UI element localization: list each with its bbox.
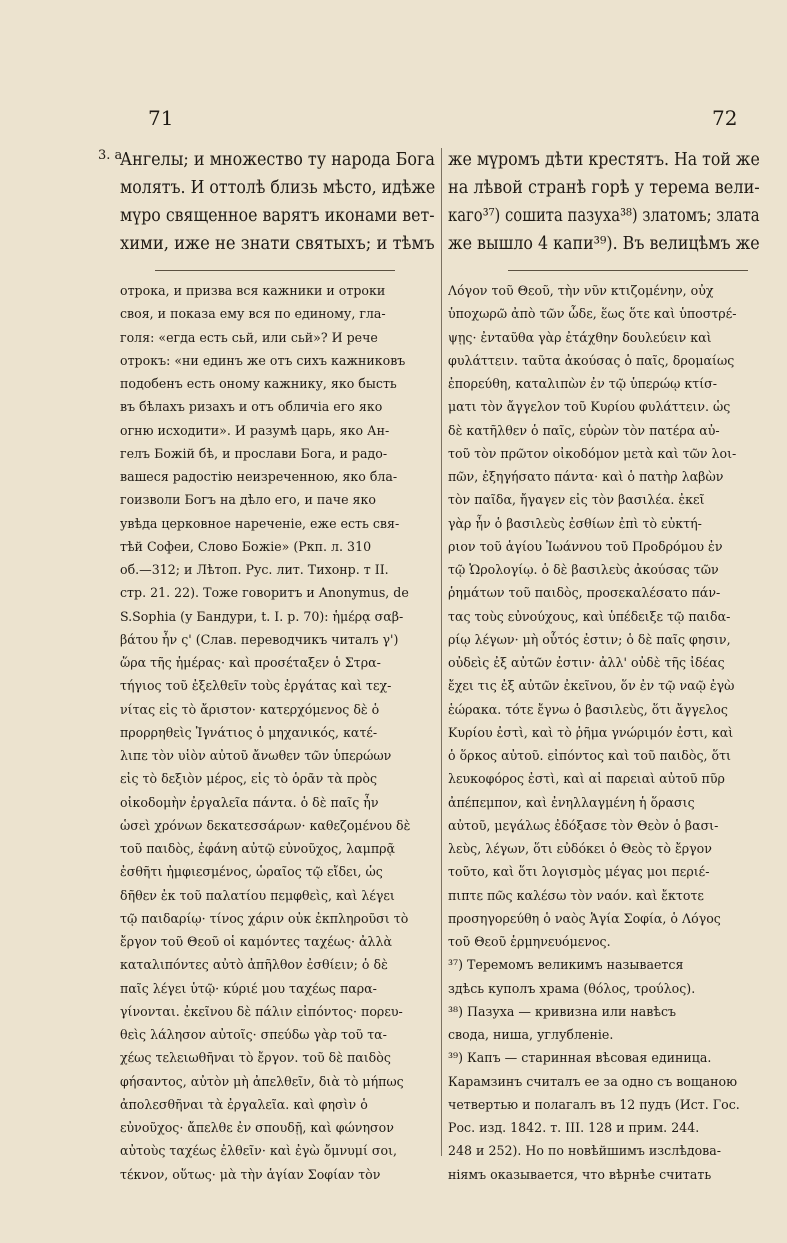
- footnote-line: въ бѣлахъ ризахъ и отъ обличiа его яко: [120, 399, 383, 415]
- footnote-line: здѣсь куполъ храма (θόλος, τρούλος).: [448, 980, 696, 996]
- left-main-text: [120, 146, 435, 258]
- footnote-line: огню исходити». И разумѣ царь, яко Ан-: [120, 422, 390, 438]
- footnote-line: вашеся радостiю неизреченною, яко бла-: [120, 469, 398, 484]
- footnote-line: παῖς λέγει ὑτῷ· κύριέ μου ταχέως παρα-: [120, 980, 377, 996]
- page-number-right: 72: [712, 106, 738, 130]
- footnote-line: ρίῳ λέγων· μὴ οὗτός ἐστιν; ὁ δὲ παῖς φησιν,: [448, 631, 731, 647]
- footnote-line: своя, и показа ему вся по единому, гла-: [120, 306, 386, 322]
- footnote-line: ῥημάτων τοῦ παιδὸς, προσεκαλέσατο πάν-: [448, 585, 721, 601]
- footnote-line: καταλιπόντες αὐτὸ ἀπῆλθον ἐσθίειν; ὁ δὲ: [120, 957, 388, 973]
- footnote-line: τήγιος τοῦ ἐξελθεῖν τοὺς ἐργάτας καὶ τεχ-: [120, 678, 392, 694]
- text-line: хими, иже не знати святыхъ; и тѣмъ: [120, 234, 435, 254]
- footnote-line: φήσαντος, αὐτὸν μὴ ἀπελθεῖν, διὰ τὸ μήπως: [120, 1073, 404, 1089]
- footnote-line: ἐσθῆτι ἠμφιεσμένος, ὡραῖος τῷ εἴδει, ὡς: [120, 864, 383, 880]
- footnote-rule-left: [155, 270, 395, 271]
- footnote-line: τας τοὺς εὐνούχους, καὶ ὑπέδειξε τῷ παιδα-: [448, 608, 731, 624]
- footnote-line: τέκνον, οὕτως· μὰ τὴν ἁγίαν Σοφίαν τὸν: [120, 1166, 381, 1182]
- footnote-line: подобенъ есть оному кажнику, яко бысть: [120, 376, 397, 391]
- footnote-line: οἰκοδομὴν ἐργαλεῖα πάντα. ὁ δὲ παῖς ἦν: [120, 794, 379, 810]
- footnote-line: нiямъ оказывается, что вѣрнѣе считать: [448, 1166, 712, 1182]
- footnote-line: εὐνοῦχος· ἄπελθε ἐν σπουδῇ, καὶ φώνησον: [120, 1120, 394, 1135]
- footnote-line: οὐδεὶς ἐξ αὐτῶν ἐστιν· ἀλλ' οὐδὲ τῆς ἰδέας: [448, 655, 725, 670]
- footnote-line: τοῦ Θεοῦ ἑρμηνευόμενος.: [448, 934, 611, 949]
- footnote-line: гелъ Божiй бѣ, и прослави Бога, и радо-: [120, 445, 388, 461]
- page-number-left: 71: [148, 106, 174, 130]
- footnote-line: ἔργον τοῦ Θεοῦ οἱ καμόντες ταχέως· ἀλλὰ: [120, 934, 393, 949]
- footnote-line: ὥρα τῆς ἡμέρας· καὶ προσέταξεν ὁ Στρα-: [120, 655, 381, 670]
- footnote-line: τῷ παιδαρίῳ· τίνος χάριν οὐκ ἐκπληροῦσι τὸ: [120, 910, 409, 926]
- footnote-line: ἀπέπεμπον, καὶ ἐνηλλαγμένη ἡ ὅρασις: [448, 794, 695, 810]
- footnote-line: τὸν παῖδα, ἤγαγεν εἰς τὸν βασιλέα. ἐκεῖ: [448, 492, 705, 508]
- text-line: же мүромъ дѣти крестятъ. На той же: [448, 150, 760, 170]
- footnote-line: отрокъ: «ни единъ же отъ сихъ кажниковъ: [120, 352, 406, 368]
- footnote-line: πιπτε πῶς καλέσω τὸν ναόν. καὶ ἔκτοτε: [448, 887, 704, 903]
- footnote-line: ³⁹) Капъ — старинная вѣсовая единица.: [448, 1050, 712, 1066]
- footnote-line: λιπε τὸν υἱὸν αὐτοῦ ἄνωθεν τῶν ὑπερώων: [120, 748, 392, 763]
- text-line: мүро священное варятъ иконами вет-: [120, 206, 435, 226]
- footnote-line: Κυρίου ἐστὶ, καὶ τὸ ῥῆμα γνώριμόν ἐστι, καὶ: [448, 724, 734, 740]
- footnote-line: λεὺς, λέγων, ὅτι εὐδόκει ὁ Θεὸς τὸ ἔργον: [448, 841, 712, 856]
- footnote-line: тѣй Софеи, Слово Божiе» (Ркп. л. 310: [120, 538, 372, 554]
- footnote-line: свода, ниша, углубленiе.: [448, 1027, 614, 1042]
- footnote-line: λευκοφόρος ἐστὶ, καὶ αἱ παρειαὶ αὐτοῦ πῦρ: [448, 771, 725, 787]
- footnote-line: προσηγορεύθη ὁ ναὸς Ἁγία Σοφία, ὁ Λόγος: [448, 910, 721, 926]
- text-line: молятъ. И оттолѣ близь мѣсто, идѣже: [120, 178, 436, 198]
- left-footnotes: [120, 279, 435, 1186]
- footnote-line: τοῦ τὸν πρῶτον οἰκοδόμον μετὰ καὶ τῶν λοι-: [448, 445, 737, 461]
- left-column: [98, 146, 436, 1186]
- right-main-text: [448, 146, 760, 258]
- text-line: же вышло 4 капи³⁹). Въ велицѣмъ же: [448, 234, 760, 254]
- footnote-line: δῆθεν ἐκ τοῦ παλατίου πεμφθεὶς, καὶ λέγει: [120, 887, 395, 903]
- right-column: [448, 146, 760, 1186]
- footnote-line: νίτας εἰς τὸ ἄριστον· κατερχόμενος δὲ ὁ: [120, 701, 380, 717]
- footnote-line: ψῃς· ἐνταῦθα γὰρ ἐτάχθην δουλεύειν καὶ: [448, 329, 712, 345]
- footnote-line: четвертью и полагалъ въ 12 пудъ (Ист. Гос.: [448, 1096, 740, 1112]
- footnote-line: Карамзинъ считалъ ее за одно съ вощаною: [448, 1073, 738, 1089]
- footnote-line: ἑώρακα. τότε ἔγνω ὁ βασιλεὺς, ὅτι ἄγγελος: [448, 701, 728, 717]
- footnote-line: τοῦ παιδὸς, ἐφάνη αὐτῷ εὐνοῦχος, λαμπρᾷ: [120, 841, 396, 856]
- footnote-line: ριον τοῦ ἁγίου Ἰωάννου τοῦ Προδρόμου ἐν: [448, 538, 723, 554]
- footnote-line: θεὶς λάλησον αὐτοῖς· σπεύδω γὰρ τοῦ τα-: [120, 1027, 387, 1042]
- footnote-line: γὰρ ἦν ὁ βασιλεὺς ἐσθίων ἐπὶ τὸ εὐκτή-: [448, 515, 702, 531]
- footnote-line: αὐτοῦ, μεγάλως ἐδόξασε τὸν Θεὸν ὁ βασι-: [448, 817, 719, 833]
- footnote-line: εἰς τὸ δεξιὸν μέρος, εἰς τὸ ὁρᾶν τὰ πρὸς: [120, 771, 378, 787]
- footnote-line: 248 и 252). Но по новѣйшимъ изслѣдова-: [448, 1143, 722, 1159]
- footnote-line: ³⁸) Пазуха — кривизна или навѣсъ: [448, 1003, 677, 1019]
- verse-mark: 3. а: [98, 148, 123, 163]
- footnote-line: ἔχει τις ἐξ αὐτῶν ἐκεῖνου, ὅν ἐν τῷ ναῷ ἐγὼ: [448, 678, 735, 694]
- footnote-line: отрока, и призва вся кажники и отроки: [120, 283, 386, 298]
- footnote-rule-right: [508, 270, 748, 271]
- footnote-line: Рос. изд. 1842. т. III. 128 и прим. 244.: [448, 1120, 700, 1135]
- footnote-line: S.Sophia (у Бандури, t. I. p. 70): ἡμέρᾳ σαβ-: [120, 608, 404, 624]
- footnote-line: Λόγον τοῦ Θεοῦ, τὴν νῦν κτιζομένην, οὐχ: [448, 283, 714, 298]
- footnote-line: τῷ Ὡρολογίῳ. ὁ δὲ βασιλεὺς ἀκούσας τῶν: [448, 562, 719, 577]
- footnote-line: προρρηθεὶς Ἰγνάτιος ὁ μηχανικός, κατέ-: [120, 724, 378, 740]
- footnote-line: ματι τὸν ἄγγελον τοῦ Κυρίου φυλάττειν. ὡς: [448, 399, 731, 415]
- footnote-line: ἀπολεσθῆναι τὰ ἐργαλεῖα. καὶ φησὶν ὁ: [120, 1096, 368, 1112]
- footnote-line: ὑποχωρῶ ἀπὸ τῶν ὧδε, ἕως ὅτε καὶ ὑποστρέ-: [448, 306, 737, 322]
- footnote-line: об.—312; и Лѣтоп. Рус. лит. Тихонр. т II.: [120, 562, 389, 577]
- footnote-line: ³⁷) Теремомъ великимъ называется: [448, 957, 684, 973]
- footnote-line: увѣда церковное нареченiе, еже есть свя-: [120, 515, 400, 531]
- footnote-line: ὁ ὅρκος αὐτοῦ. εἰπόντος καὶ τοῦ παιδὸς, ὅτι: [448, 748, 731, 763]
- footnote-line: δὲ κατῆλθεν ὁ παῖς, εὑρὼν τὸν πατέρα αὐ-: [448, 422, 720, 438]
- footnote-line: ὡσεὶ χρόνων δεκατεσσάρων· καθεζομένου δὲ: [120, 817, 411, 833]
- footnote-line: ἐπορεύθη, καταλιπὼν ἐν τῷ ὑπερώῳ κτίσ-: [448, 376, 717, 391]
- footnote-line: γίνονται. ἐκεῖνου δὲ πάλιν εἰπόντος· πορευ-: [120, 1003, 403, 1019]
- text-line: Ангелы; и множество ту народа Бога: [120, 150, 435, 170]
- column-divider: [441, 148, 442, 1156]
- footnote-line: βάτου ἦν ς' (Слав. переводчикъ читалъ γ'): [120, 631, 399, 647]
- footnote-line: τοῦτο, καὶ ὅτι λογισμὸς μέγας μοι περιέ-: [448, 864, 710, 880]
- footnote-line: голя: «егда есть сьй, или сьй»? И рече: [120, 329, 378, 345]
- footnote-line: αὐτοὺς ταχέως ἐλθεῖν· καὶ ἐγὼ ὄμνυμί σοι,: [120, 1143, 398, 1159]
- footnote-line: гоизволи Богъ на дѣло его, и паче яко: [120, 492, 376, 508]
- footnote-line: πῶν, ἐξηγήσατο πάντα· καὶ ὁ πατὴρ λαβὼν: [448, 469, 724, 484]
- text-line: на лѣвой странѣ горѣ у терема вели-: [448, 178, 760, 198]
- right-footnotes: [448, 279, 760, 1186]
- text-line: каго³⁷) сошита пазуха³⁸) златомъ; злата: [448, 206, 760, 226]
- footnote-line: стр. 21. 22). Тоже говоритъ и Anonymus, de: [120, 585, 409, 601]
- footnote-line: φυλάττειν. ταῦτα ἀκούσας ὁ παῖς, δρομαίως: [448, 352, 735, 368]
- footnote-line: χέως τελειωθῆναι τὸ ἔργον. τοῦ δὲ παιδὸς: [120, 1050, 391, 1066]
